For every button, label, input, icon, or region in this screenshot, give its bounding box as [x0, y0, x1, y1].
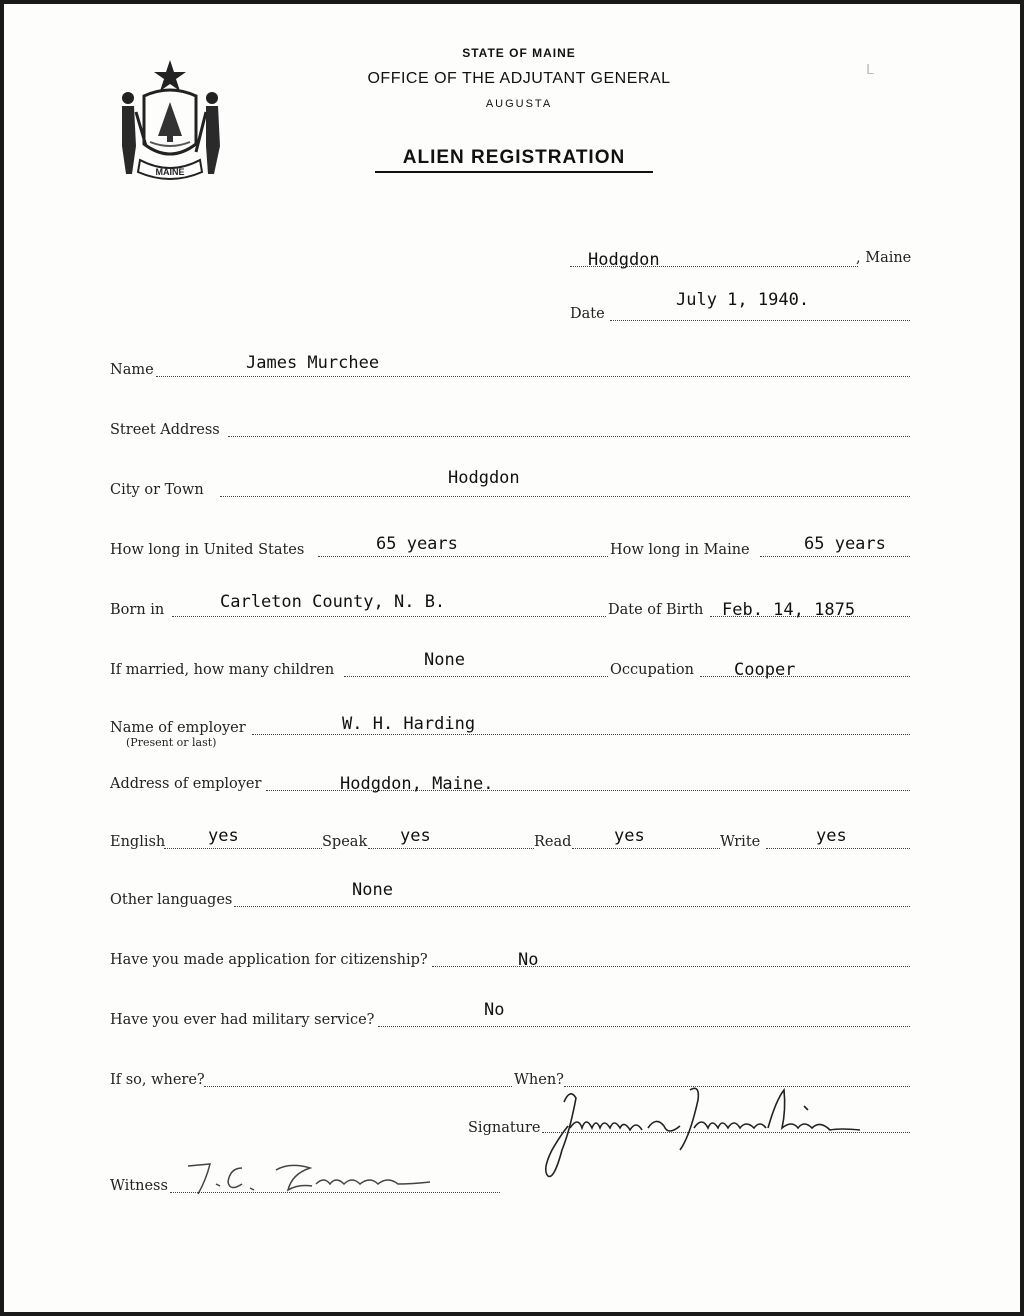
dob-value: Feb. 14, 1875 [722, 600, 856, 620]
employer-label: Name of employer [110, 720, 246, 736]
employer-address-value: Hodgdon, Maine. [340, 774, 494, 794]
employer-address-label: Address of employer [110, 776, 262, 792]
witness-label: Witness [110, 1178, 168, 1194]
maine-length-label: How long in Maine [610, 542, 750, 558]
name-label: Name [110, 362, 154, 378]
read-label: Read [534, 834, 572, 850]
date-value: July 1, 1940. [676, 290, 810, 310]
date-label: Date [570, 306, 605, 322]
city-label: City or Town [110, 482, 204, 498]
state-heading: STATE OF MAINE [462, 46, 576, 60]
born-value: Carleton County, N. B. [220, 592, 446, 612]
city-heading: AUGUSTA [485, 98, 553, 110]
write-value: yes [816, 826, 847, 846]
citizenship-label: Have you made application for citizenship? [110, 952, 428, 968]
english-value: yes [208, 826, 239, 846]
children-value: None [424, 650, 465, 670]
where-label: If so, where? [110, 1072, 205, 1088]
read-value: yes [614, 826, 645, 846]
applicant-signature [540, 1080, 870, 1190]
street-label: Street Address [110, 422, 220, 438]
citizenship-value: No [518, 950, 539, 970]
state-suffix: , Maine [856, 250, 912, 266]
speak-label: Speak [322, 834, 368, 850]
military-value: No [484, 1000, 505, 1020]
children-label: If married, how many children [110, 662, 335, 678]
form-title: ALIEN REGISTRATION [375, 147, 653, 173]
dob-label: Date of Birth [608, 602, 704, 618]
signature-label: Signature [468, 1120, 541, 1136]
occupation-value: Cooper [734, 660, 796, 680]
witness-signature [180, 1154, 460, 1204]
name-value: James Murchee [246, 353, 380, 373]
speak-value: yes [400, 826, 431, 846]
us-length-value: 65 years [376, 534, 458, 554]
registration-form [4, 4, 1020, 1312]
military-label: Have you ever had military service? [110, 1012, 375, 1028]
state-seal-icon [114, 56, 226, 186]
employer-sublabel: (Present or last) [126, 736, 217, 749]
born-label: Born in [110, 602, 165, 618]
us-length-label: How long in United States [110, 542, 305, 558]
when-label: When? [514, 1072, 564, 1088]
town-value: Hodgdon [588, 250, 660, 270]
employer-value: W. H. Harding [342, 714, 476, 734]
english-label: English [110, 834, 166, 850]
city-value: Hodgdon [448, 468, 520, 488]
occupation-label: Occupation [610, 662, 694, 678]
maine-length-value: 65 years [804, 534, 886, 554]
seal-text: MAINE [155, 167, 185, 177]
other-languages-label: Other languages [110, 892, 233, 908]
corner-mark: ᒪ [866, 62, 874, 78]
other-languages-value: None [352, 880, 393, 900]
office-heading: OFFICE OF THE ADJUTANT GENERAL [367, 70, 671, 87]
write-label: Write [720, 834, 761, 850]
